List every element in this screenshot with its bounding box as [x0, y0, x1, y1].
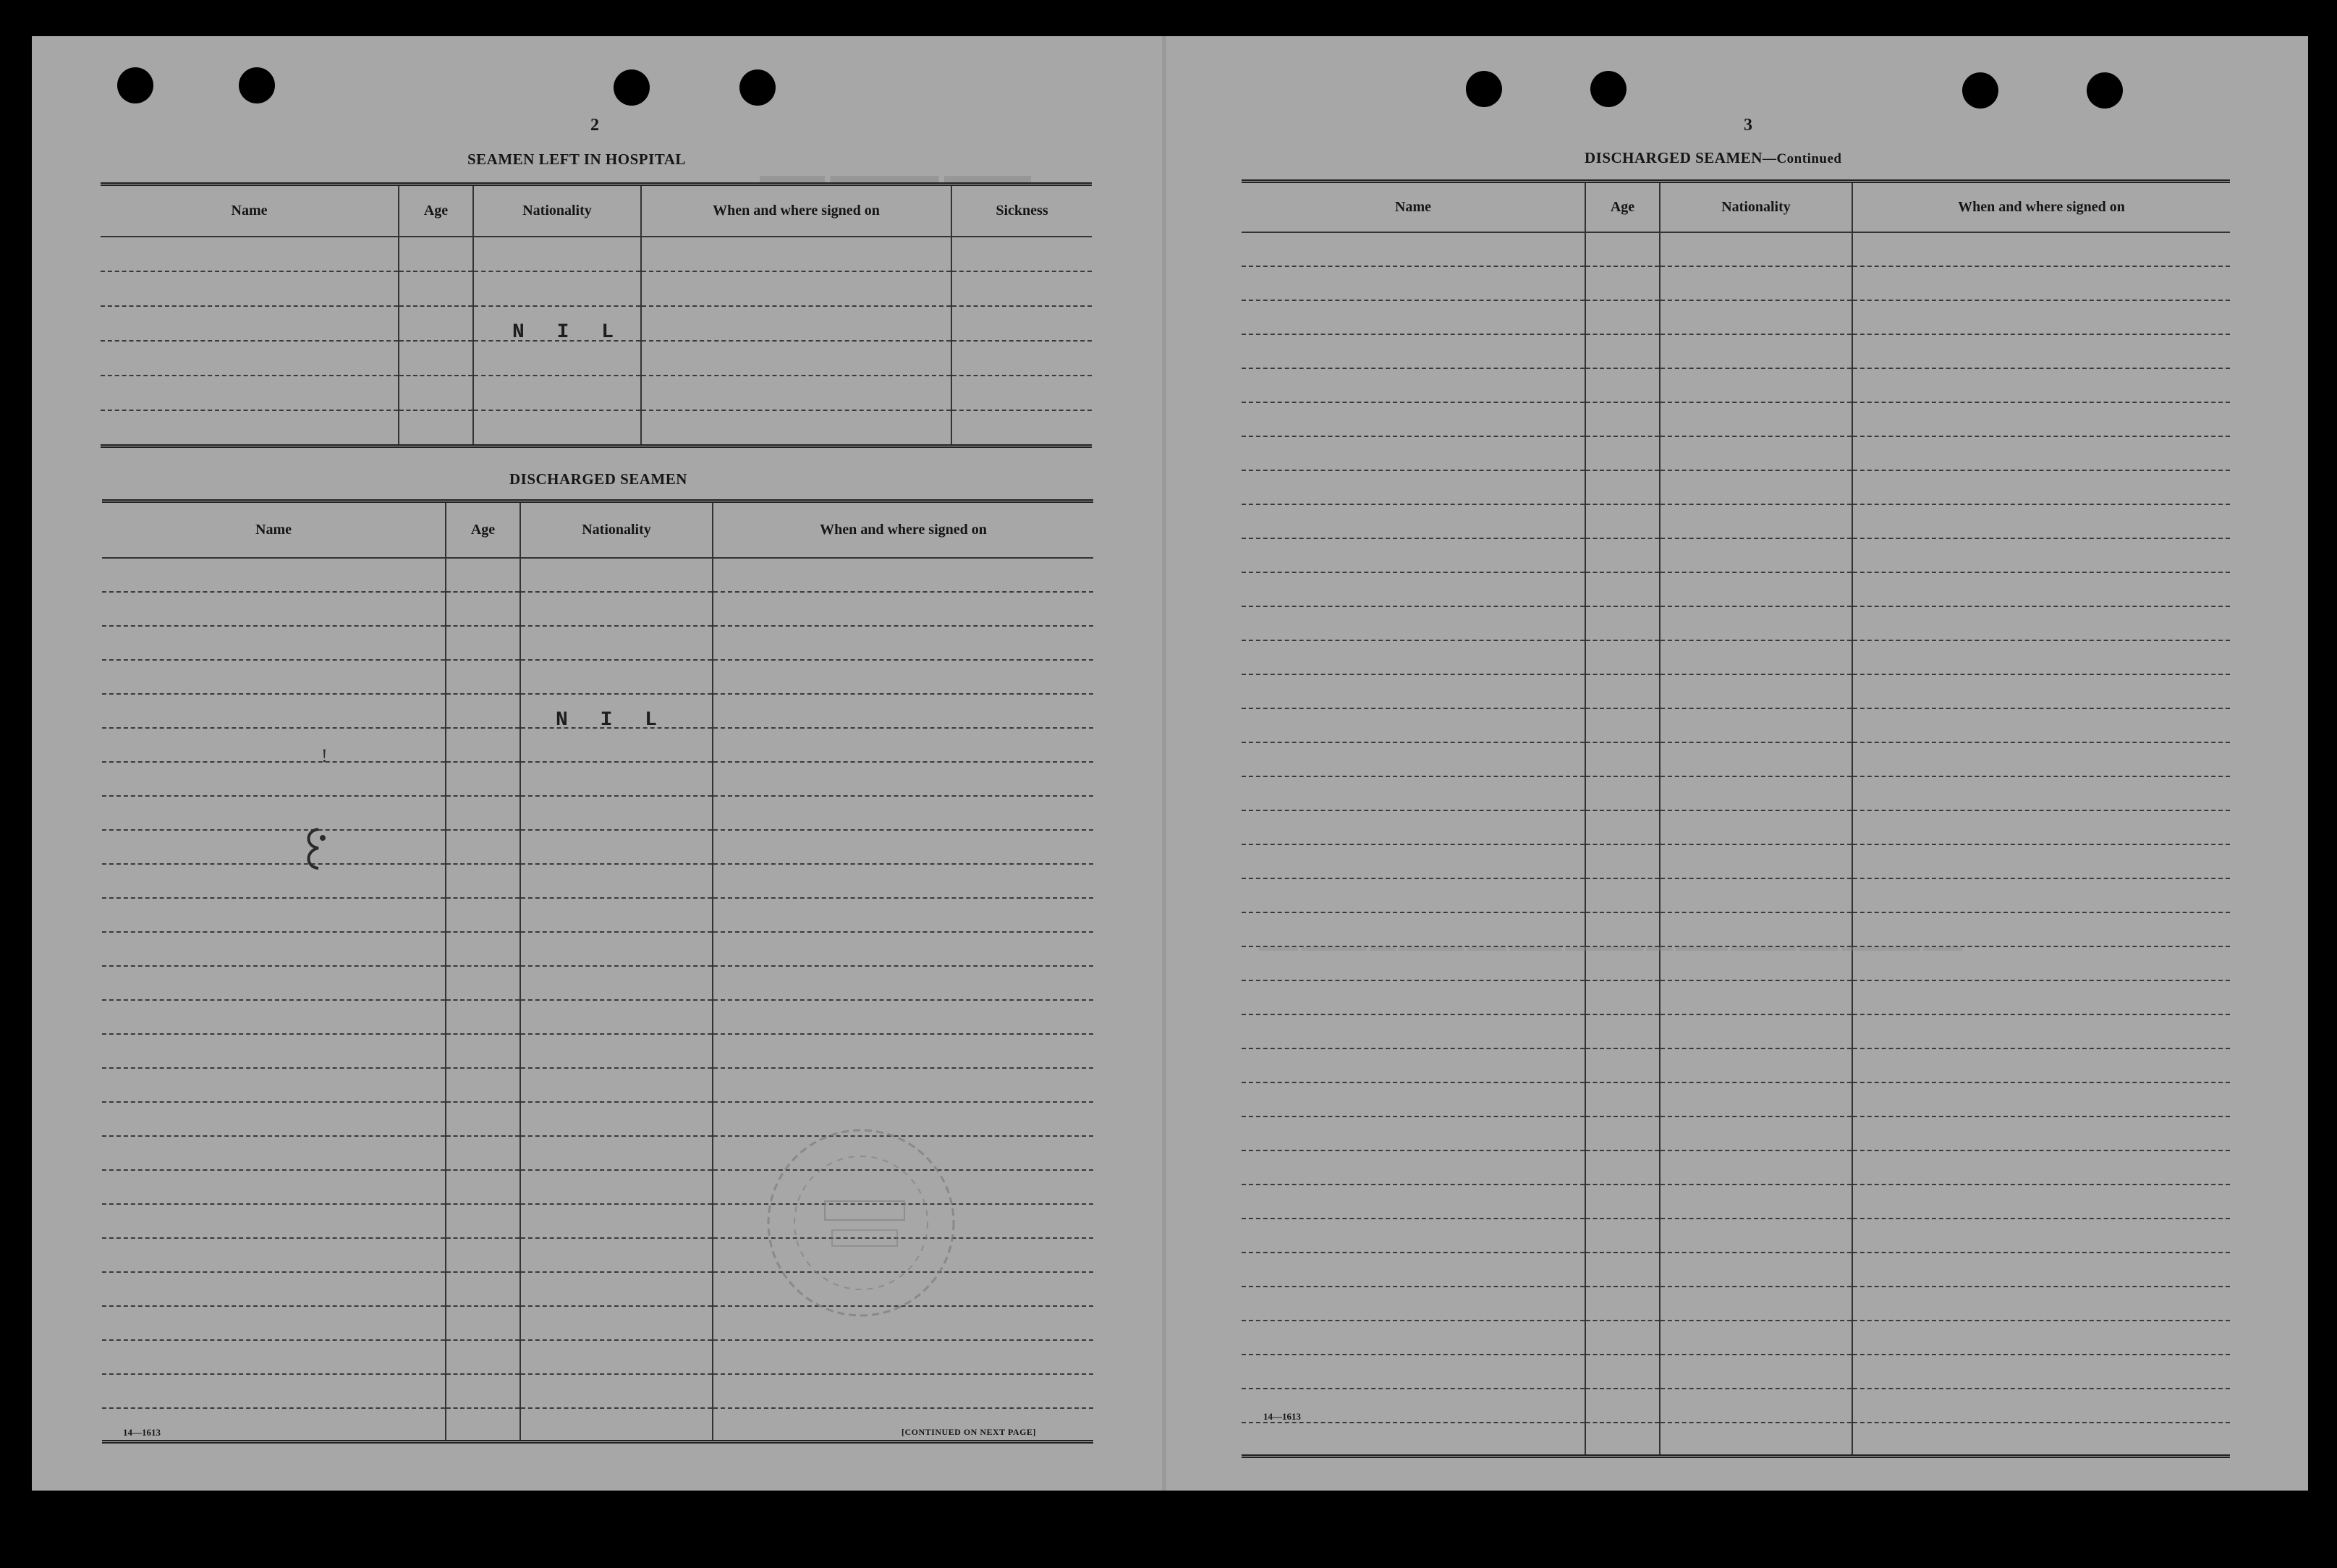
table-row — [102, 898, 1093, 932]
table-row — [1242, 1321, 2230, 1355]
table-row — [102, 762, 1093, 796]
table-row — [1242, 1014, 2230, 1048]
table-row — [1242, 776, 2230, 810]
show-through-text: ▬▬▬ ▬▬▬▬▬ ▬▬ ▬▬▬▬▬ ▬▬▬ ▬▬▬▬ ▬▬▬▬▬▬ ▬▬ ▬▬▬▬ ▬▬▬▬▬ ▬▬▬ ▬▬▬▬▬▬ ▬▬▬ — [1259, 939, 1962, 954]
column-header-age: Age — [1585, 182, 1660, 232]
punch-hole — [1466, 71, 1502, 107]
table-row — [1242, 1287, 2230, 1321]
column-header-age: Age — [446, 501, 520, 558]
discharged-continued-title-suffix: —Continued — [1762, 151, 1842, 166]
table-row — [1242, 368, 2230, 402]
table-row — [1242, 742, 2230, 776]
table-row — [1242, 1082, 2230, 1116]
punch-hole — [239, 67, 275, 103]
table-row — [101, 271, 1092, 306]
table-row — [1242, 1048, 2230, 1082]
column-header-when-where: When and where signed on — [1852, 182, 2230, 232]
punch-hole — [1962, 72, 1998, 109]
page-number: 2 — [590, 116, 599, 135]
column-header-nationality: Nationality — [1660, 182, 1852, 232]
table-row — [102, 660, 1093, 694]
punch-hole — [614, 69, 650, 106]
form-number: 14—1613 — [1263, 1411, 1301, 1422]
table-row — [1242, 674, 2230, 708]
table-row — [102, 830, 1093, 864]
discharged-continued-table — [1242, 179, 2230, 1458]
discharged-continued-title-main: DISCHARGED SEAMEN — [1585, 149, 1763, 166]
table-row — [1242, 640, 2230, 674]
continued-note: [CONTINUED ON NEXT PAGE] — [902, 1427, 1036, 1437]
discharged-nil-entry: N I L — [556, 709, 668, 732]
table-row — [1242, 1253, 2230, 1287]
table-row — [102, 558, 1093, 592]
table-row — [102, 592, 1093, 626]
table-row — [101, 410, 1092, 446]
pencil-mark: ! — [321, 745, 328, 766]
table-row — [101, 237, 1092, 271]
table-row — [102, 626, 1093, 660]
column-header-name: Name — [102, 501, 446, 558]
table-row — [1242, 1355, 2230, 1389]
punch-hole — [739, 69, 776, 106]
discharged-continued-title — [1585, 149, 1841, 167]
table-row — [1242, 402, 2230, 436]
table-row — [1242, 606, 2230, 640]
table-row — [1242, 504, 2230, 538]
table-row — [1242, 436, 2230, 470]
table-row — [102, 932, 1093, 966]
table-row — [102, 1340, 1093, 1374]
table-row — [102, 966, 1093, 1000]
page-fold — [1162, 36, 1166, 1491]
column-header-name: Name — [1242, 182, 1585, 232]
column-header-nationality: Nationality — [473, 185, 641, 237]
table-row — [102, 864, 1093, 898]
hospital-nil-entry: N I L — [512, 321, 624, 344]
pencil-mark — [297, 823, 333, 881]
rubber-stamp-seal — [738, 1114, 977, 1331]
punch-hole — [1590, 71, 1626, 107]
discharged-section-title: DISCHARGED SEAMEN — [509, 470, 687, 488]
table-row — [1242, 980, 2230, 1014]
table-row — [1242, 1389, 2230, 1423]
table-row — [1242, 1116, 2230, 1150]
table-row — [101, 376, 1092, 410]
punch-hole — [2087, 72, 2123, 109]
table-row — [1242, 470, 2230, 504]
table-row — [1242, 810, 2230, 844]
table-row — [102, 796, 1093, 830]
form-number: 14—1613 — [123, 1427, 161, 1438]
hospital-section-title: SEAMEN LEFT IN HOSPITAL — [467, 151, 686, 168]
table-row — [102, 1068, 1093, 1102]
table-row — [102, 1374, 1093, 1408]
page-number: 3 — [1744, 116, 1752, 135]
table-row — [1242, 844, 2230, 878]
table-row — [102, 1000, 1093, 1034]
punch-hole — [117, 67, 153, 103]
table-row — [1242, 1185, 2230, 1219]
hospital-table — [101, 182, 1092, 448]
column-header-when-where: When and where signed on — [641, 185, 951, 237]
table-row — [1242, 538, 2230, 572]
table-row — [1242, 1219, 2230, 1253]
table-row — [101, 341, 1092, 376]
column-header-sickness: Sickness — [951, 185, 1092, 237]
table-row — [1242, 572, 2230, 606]
column-header-when-where: When and where signed on — [713, 501, 1093, 558]
show-through-text: ▬▬▬ ▬▬▬▬▬ ▬▬▬▬ — [760, 171, 1031, 195]
table-row — [102, 728, 1093, 762]
table-row — [1242, 708, 2230, 742]
table-row — [1242, 1423, 2230, 1457]
column-header-age: Age — [399, 185, 473, 237]
table-row — [102, 1034, 1093, 1068]
column-header-nationality: Nationality — [520, 501, 713, 558]
table-row — [1242, 334, 2230, 368]
table-row — [1242, 1150, 2230, 1185]
table-row — [1242, 266, 2230, 300]
table-row — [1242, 878, 2230, 912]
column-header-name: Name — [101, 185, 399, 237]
table-row — [1242, 232, 2230, 266]
table-row — [1242, 300, 2230, 334]
